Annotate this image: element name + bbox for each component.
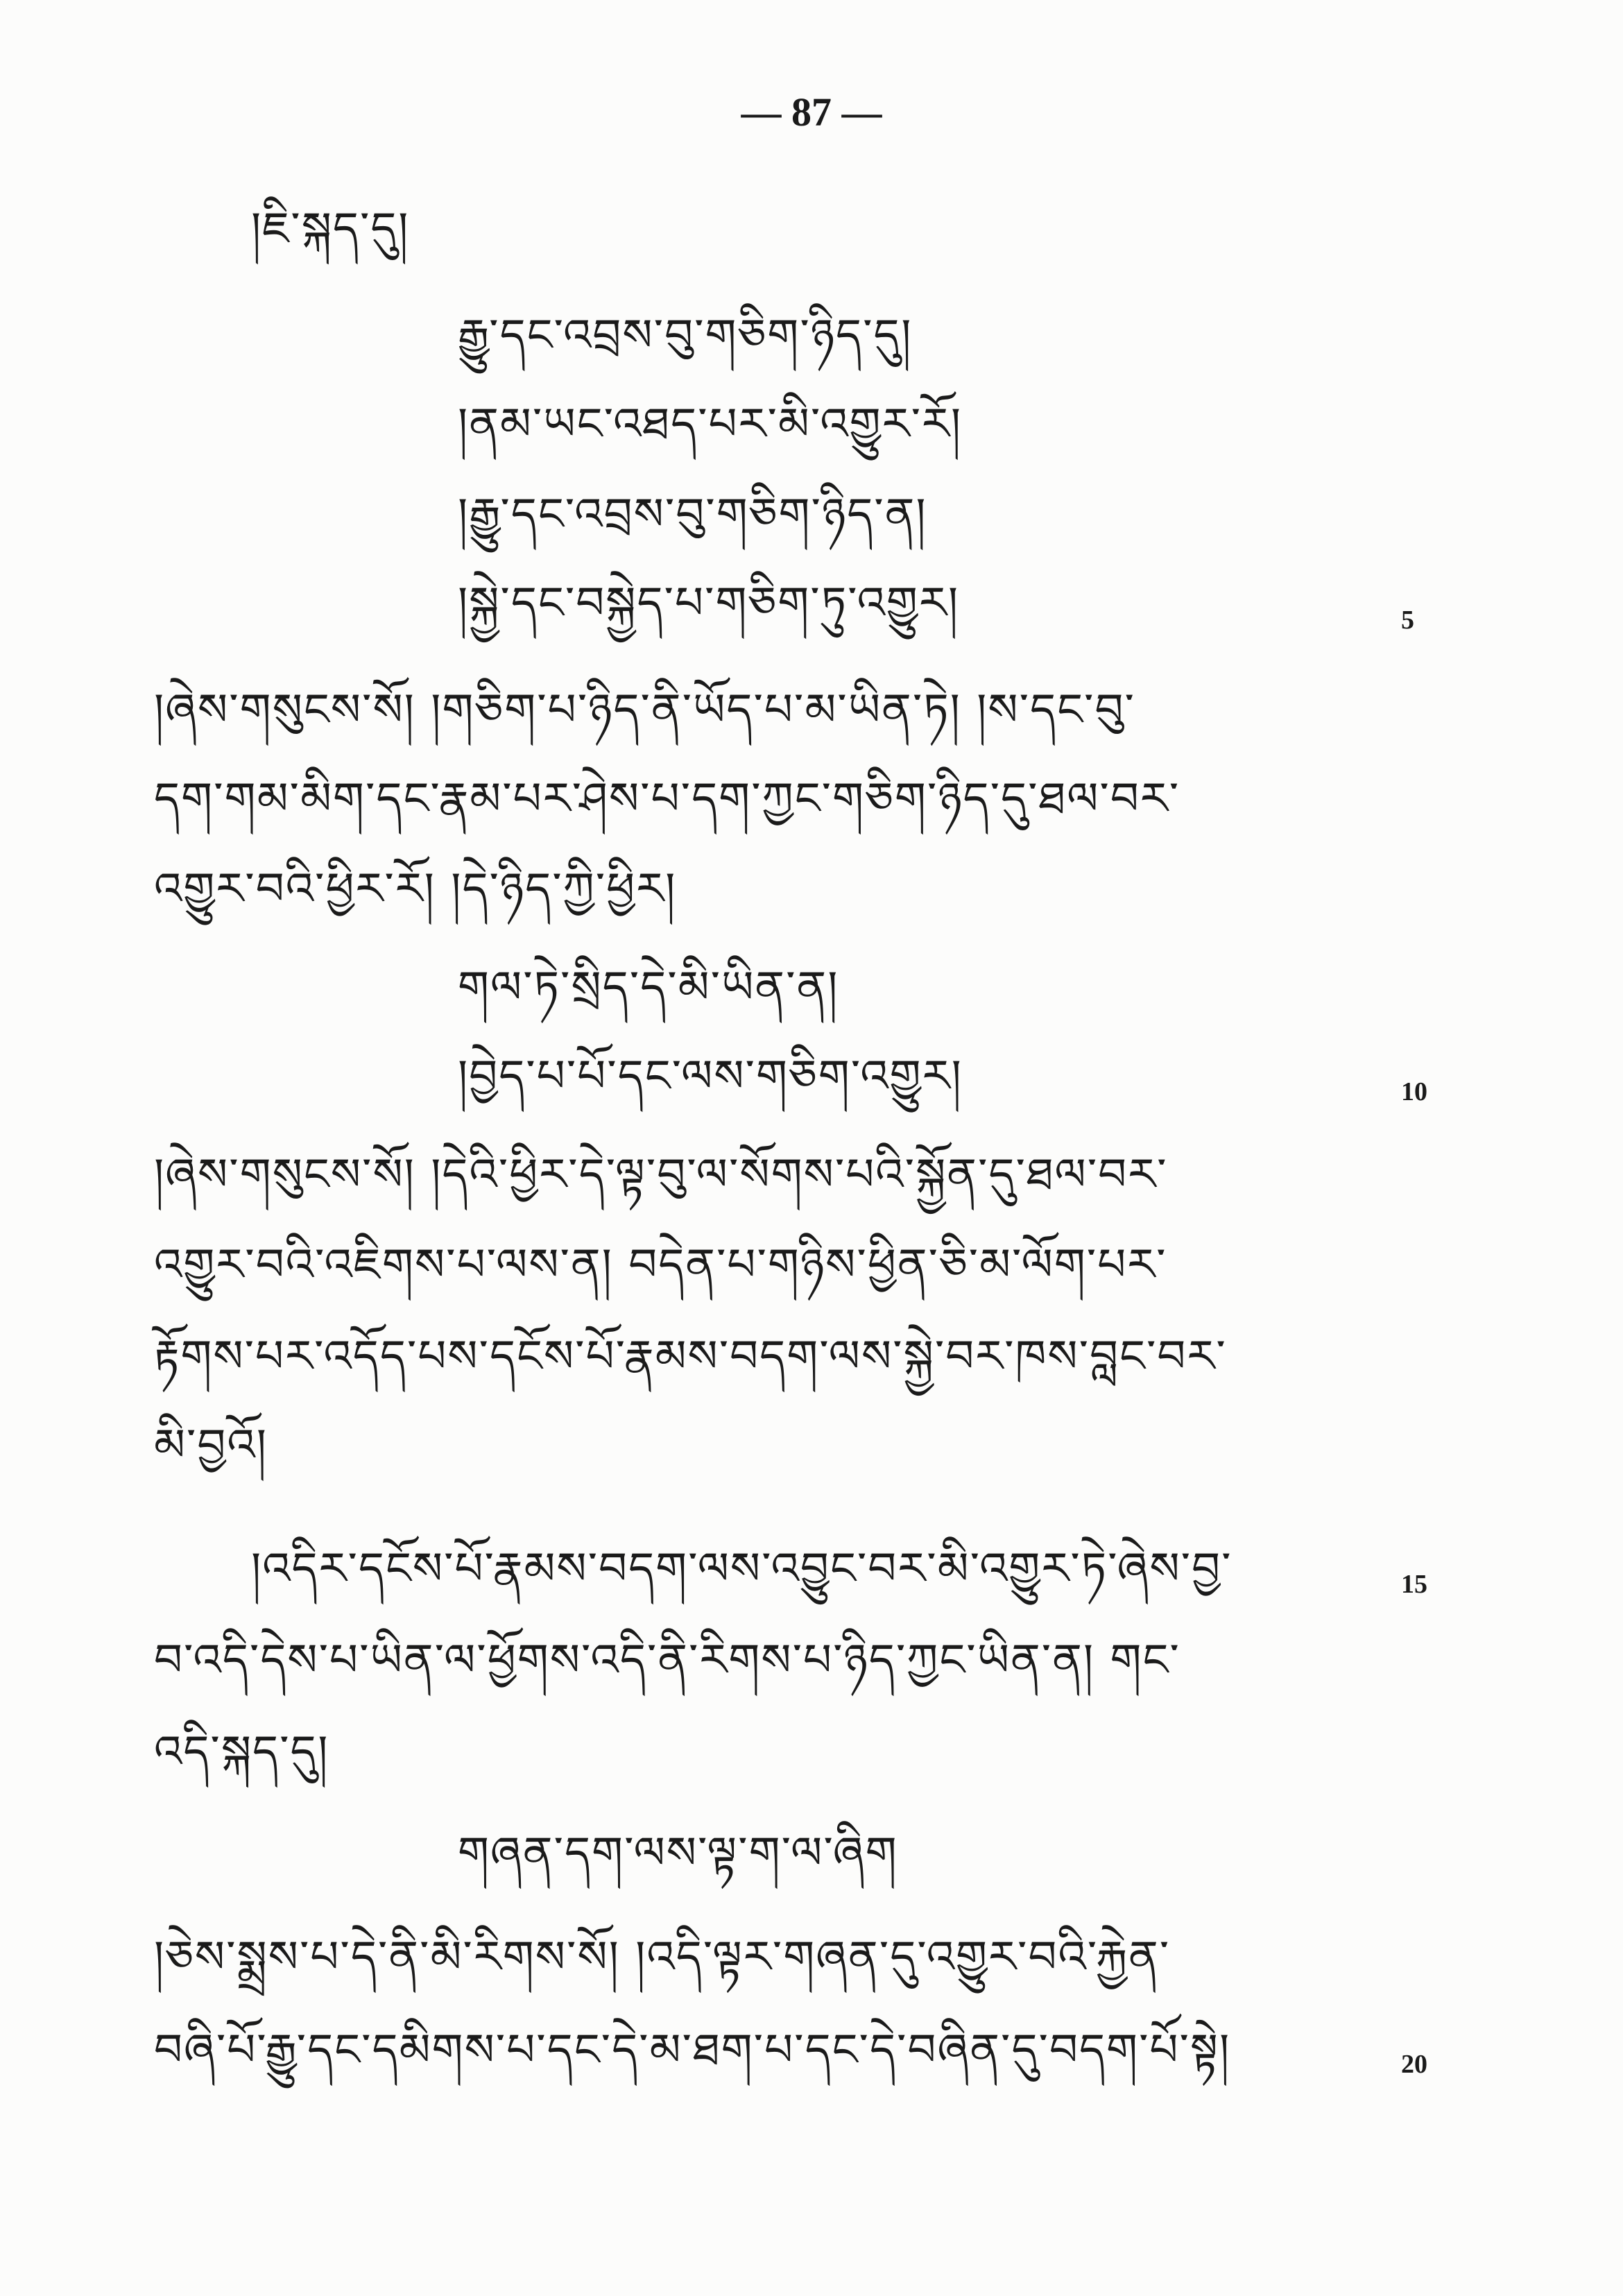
text-line: །ཅེས་སྨྲས་པ་དེ་ནི་མི་རིགས་སོ། །འདི་ལྟར་གཞན་དུ་འགྱུར་བའི་རྐྱེན་	[154, 1932, 1171, 1983]
text-line: །བྱེད་པ་པོ་དང་ལས་གཅིག་འགྱུར།	[458, 1051, 963, 1102]
text-line: རྒྱུ་དང་འབྲས་བུ་གཅིག་ཉིད་དུ།	[458, 310, 913, 361]
text-line: བ་འདི་དེས་པ་ཡིན་ལ་ཕྱོགས་འདི་ནི་རིགས་པ་ཉིད་ཀྱང་ཡིན་ན། གང་	[154, 1635, 1180, 1686]
text-line: གལ་ཏེ་སྲིད་དེ་མི་ཡིན་ན།	[458, 962, 839, 1013]
text-line: །ཞེས་གསུངས་སོ། །དེའི་ཕྱིར་དེ་ལྟ་བུ་ལ་སོགས་པའི་སྐྱོན་དུ་ཐལ་བར་	[154, 1149, 1168, 1201]
text-line: །ཇི་སྐད་དུ།	[251, 203, 410, 255]
text-line: །སྐྱེ་དང་བསྐྱེད་པ་གཅིག་ཏུ་འགྱུར།	[458, 578, 960, 629]
text-line: །ནམ་ཡང་འཐད་པར་མི་འགྱུར་རོ།	[458, 399, 963, 450]
line-number: 5	[1401, 606, 1414, 635]
text-line: །རྒྱུ་དང་འབྲས་བུ་གཅིག་ཉིད་ན།	[458, 489, 927, 540]
line-number: 15	[1401, 1570, 1427, 1599]
text-line: འགྱུར་བའི་འཇིགས་པ་ལས་ན། བདེན་པ་གཉིས་ཕྱིན་ཅི་མ་ལོག་པར་	[154, 1240, 1167, 1291]
text-line: འགྱུར་བའི་ཕྱིར་རོ། །དེ་ཉིད་ཀྱི་ཕྱིར།	[154, 864, 677, 915]
line-number: 20	[1401, 2050, 1427, 2079]
text-line: །ཞེས་གསུངས་སོ། །གཅིག་པ་ཉིད་ནི་ཡོད་པ་མ་ཡིན་ཏེ། །ས་དང་བུ་	[154, 685, 1135, 736]
text-line: འདི་སྐད་དུ།	[154, 1727, 329, 1778]
text-line: གཞན་དག་ལས་ལྟ་ག་ལ་ཞིག	[458, 1828, 898, 1879]
text-line: རྟོགས་པར་འདོད་པས་དངོས་པོ་རྣམས་བདག་ལས་སྐྱེ་བར་ཁས་བླང་བར་	[154, 1331, 1227, 1382]
text-line: མི་བྱའོ།	[154, 1420, 268, 1471]
text-line: །འདིར་དངོས་པོ་རྣམས་བདག་ལས་འབྱུང་བར་མི་འགྱུར་ཏེ་ཞེས་བྱ་	[251, 1543, 1233, 1595]
page-number: — 87 —	[741, 89, 882, 135]
text-line: བཞི་པོ་རྒྱུ་དང་དམིགས་པ་དང་དེ་མ་ཐག་པ་དང་དེ་བཞིན་དུ་བདག་པོ་སྟེ།	[154, 2025, 1231, 2076]
text-line: དག་གམ་མིག་དང་རྣམ་པར་ཤེས་པ་དག་ཀྱང་གཅིག་ཉིད་དུ་ཐལ་བར་	[154, 773, 1180, 825]
line-number: 10	[1401, 1077, 1427, 1106]
